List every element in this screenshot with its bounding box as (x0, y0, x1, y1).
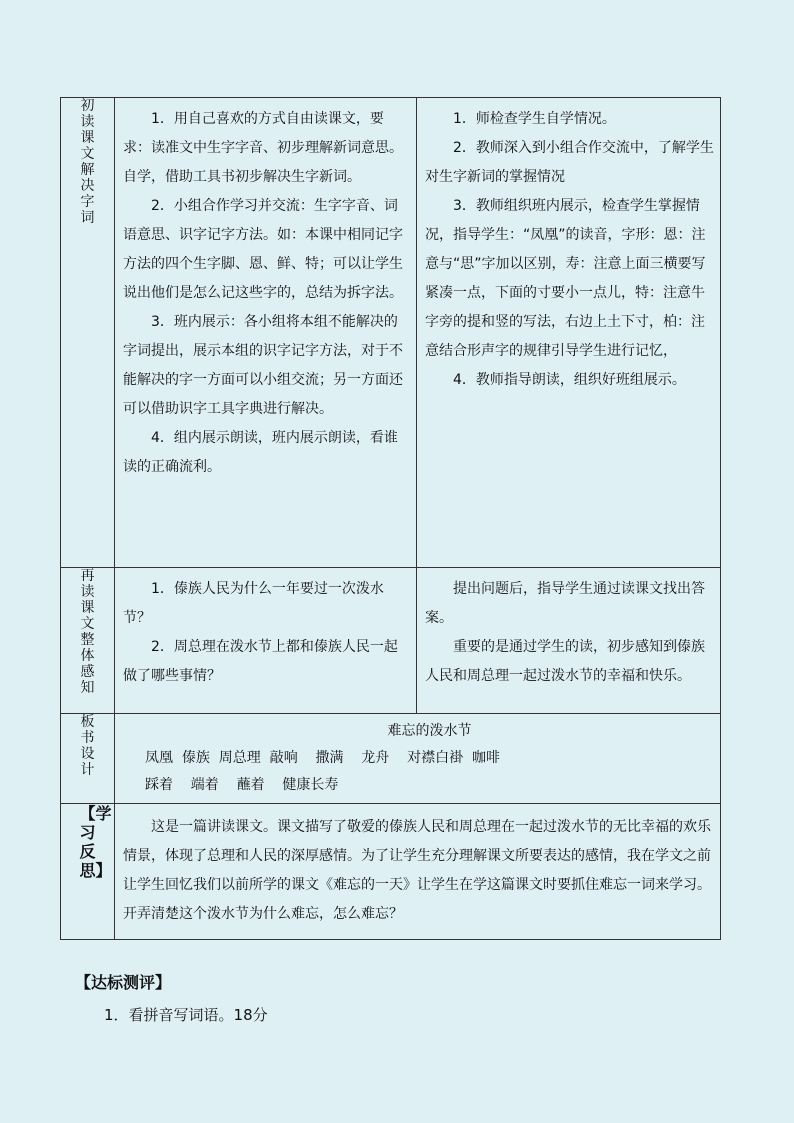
section-heading: 【达标测评】 (75, 973, 172, 992)
paragraph: 1．师检查学生自学情况。 (453, 111, 616, 127)
paragraph: 4．教师指导朗读，组织好班组展示。 (453, 372, 686, 388)
student-activity-cell (115, 98, 417, 568)
row-second-reading (61, 568, 721, 714)
paragraph: 4．组内展示朗读，班内展示朗读，看谁读的正确流利。 (123, 430, 398, 475)
row-board-design (61, 714, 721, 804)
paragraph: 重要的是通过学生的读，初步感知到傣族人民和周总理一起过泼水节的幸福和快乐。 (425, 639, 705, 684)
paragraph: 1．用自己喜欢的方式自由读课文，要求：读准文中生字字音、初步理解新词意思。自学，借助工具书初步解决生字新词。 (123, 111, 403, 185)
board-design-cell (115, 714, 721, 804)
row-first-reading (61, 98, 721, 568)
paragraph: 2．教师深入到小组合作交流中，了解学生对生字新词的掌握情况 (425, 140, 714, 185)
board-words-line-1: 凤凰 傣族 周总理 敲响 撒满 龙舟 对襟白褂 咖啡 (145, 750, 501, 766)
teacher-activity-cell (417, 568, 721, 714)
teacher-activity-cell (417, 98, 721, 568)
paragraph: 2．周总理在泼水节上都和傣族人民一起做了哪些事情？ (123, 639, 398, 684)
paragraph: 提出问题后，指导学生通过读课文找出答案。 (425, 581, 705, 626)
board-title: 难忘的泼水节 (387, 723, 472, 739)
paragraph: 1．傣族人民为什么一年要过一次泼水节？ (123, 581, 384, 626)
student-activity-cell (115, 568, 417, 714)
lesson-table (60, 97, 721, 940)
board-words-line-2: 踩着 端着 蘸着 健康长寿 (145, 777, 339, 793)
row-label: 初读课文解决字词 (61, 98, 115, 568)
paragraph: 3．班内展示：各小组将本组不能解决的字词提出，展示本组的识字记字方法，对于不能解决的字一方面可以小组交流；另一方面还可以借助识字工具字典进行解决。 (123, 314, 403, 417)
paragraph: 2．小组合作学习并交流：生字字音、词语意思、识字记字方法。如：本课中相同记字方法的四个生字脚、恩、鲜、特；可以让学生说出他们是怎么记这些字的，总结为拆字法。 (123, 198, 403, 301)
row-reflection (61, 804, 721, 940)
row-label: 【学习反思】 (61, 804, 115, 940)
test-item-1: 1．看拼音写词语。18分 (104, 1006, 268, 1024)
row-label: 再读课文整体感知 (61, 568, 115, 714)
reflection-text: 这是一篇讲读课文。课文描写了敬爱的傣族人民和周总理在一起过泼水节的无比幸福的欢乐情景，体现了总理和人民的深厚感情。为了让学生充分理解课文所要表达的感情，我在学文之前让学生回忆我们以前所学的课文《难忘的一天》让学生在学这篇课文时要抓住难忘一词来学习。开弄清楚这个泼水节为什么难忘，怎么难忘？ (123, 819, 711, 922)
paragraph: 3．教师组织班内展示，检查学生掌握情况，指导学生：“凤凰”的读音，字形：恩：注意与“思”字加以区别，寿：注意上面三横要写紧凑一点，下面的寸要小一点儿，特：注意牛字旁的提和竖的写法，右边上土下寸，柏：注意结合形声字的规律引导学生进行记忆， (425, 198, 706, 359)
row-label: 板书设计 (61, 714, 115, 804)
reflection-cell (115, 804, 721, 940)
